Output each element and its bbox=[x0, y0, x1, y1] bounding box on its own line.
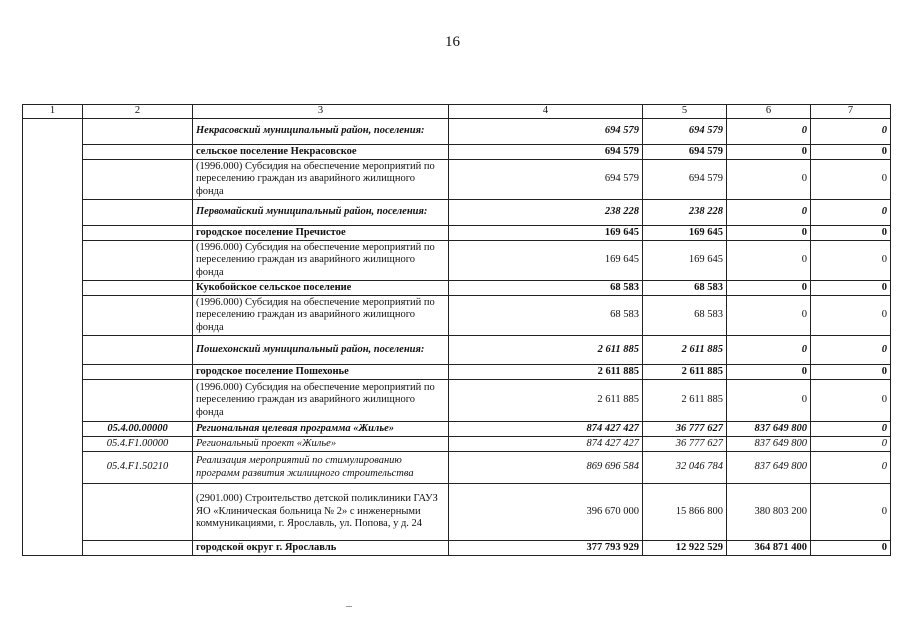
name-cell: городское поселение Пречистое bbox=[193, 226, 449, 241]
table-row bbox=[23, 160, 891, 200]
amount-col5-cell: 12 922 529 bbox=[643, 541, 727, 556]
amount-col7-cell: 0 bbox=[811, 145, 891, 160]
name-cell: Некрасовский муниципальный район, поселения: bbox=[193, 119, 449, 145]
amount-col7-cell: 0 bbox=[811, 241, 891, 281]
amount-col5-cell: 68 583 bbox=[643, 281, 727, 296]
table-row bbox=[23, 200, 891, 226]
amount-col4-cell: 874 427 427 bbox=[449, 437, 643, 452]
code-cell bbox=[83, 241, 193, 281]
code-cell: 05.4.00.00000 bbox=[83, 422, 193, 437]
budget-table bbox=[22, 104, 891, 556]
table-row bbox=[23, 422, 891, 437]
name-cell: городской округ г. Ярославль bbox=[193, 541, 449, 556]
column-1-cell bbox=[23, 119, 83, 556]
amount-col4-cell: 396 670 000 bbox=[449, 484, 643, 541]
header-cell-3: 3 bbox=[193, 105, 449, 119]
amount-col6-cell: 837 649 800 bbox=[727, 437, 811, 452]
code-cell bbox=[83, 296, 193, 336]
amount-col5-cell: 169 645 bbox=[643, 226, 727, 241]
table-header-row bbox=[23, 105, 891, 119]
amount-col6-cell: 0 bbox=[727, 226, 811, 241]
header-cell-5: 5 bbox=[643, 105, 727, 119]
amount-col5-cell: 694 579 bbox=[643, 119, 727, 145]
table-row bbox=[23, 119, 891, 145]
amount-col7-cell: 0 bbox=[811, 437, 891, 452]
name-cell: Региональный проект «Жилье» bbox=[193, 437, 449, 452]
code-cell bbox=[83, 226, 193, 241]
amount-col7-cell: 0 bbox=[811, 296, 891, 336]
amount-col5-cell: 32 046 784 bbox=[643, 452, 727, 484]
scan-mark bbox=[346, 606, 352, 607]
code-cell bbox=[83, 281, 193, 296]
amount-col4-cell: 68 583 bbox=[449, 296, 643, 336]
name-cell: Реализация мероприятий по стимулированию программ развития жилищного строительства bbox=[193, 452, 449, 484]
amount-col4-cell: 2 611 885 bbox=[449, 336, 643, 365]
name-cell: Региональная целевая программа «Жилье» bbox=[193, 422, 449, 437]
amount-col5-cell: 169 645 bbox=[643, 241, 727, 281]
amount-col4-cell: 68 583 bbox=[449, 281, 643, 296]
name-cell: Первомайский муниципальный район, поселения: bbox=[193, 200, 449, 226]
amount-col5-cell: 694 579 bbox=[643, 160, 727, 200]
amount-col5-cell: 2 611 885 bbox=[643, 365, 727, 380]
amount-col5-cell: 36 777 627 bbox=[643, 437, 727, 452]
code-cell bbox=[83, 200, 193, 226]
header-cell-4: 4 bbox=[449, 105, 643, 119]
amount-col4-cell: 2 611 885 bbox=[449, 365, 643, 380]
table-row bbox=[23, 437, 891, 452]
code-cell bbox=[83, 145, 193, 160]
table-row bbox=[23, 336, 891, 365]
amount-col7-cell: 0 bbox=[811, 226, 891, 241]
amount-col4-cell: 874 427 427 bbox=[449, 422, 643, 437]
amount-col4-cell: 694 579 bbox=[449, 145, 643, 160]
amount-col6-cell: 837 649 800 bbox=[727, 452, 811, 484]
table-row bbox=[23, 484, 891, 541]
amount-col7-cell: 0 bbox=[811, 336, 891, 365]
amount-col7-cell: 0 bbox=[811, 541, 891, 556]
amount-col7-cell: 0 bbox=[811, 422, 891, 437]
amount-col4-cell: 694 579 bbox=[449, 160, 643, 200]
amount-col4-cell: 2 611 885 bbox=[449, 380, 643, 422]
code-cell bbox=[83, 541, 193, 556]
table-row bbox=[23, 365, 891, 380]
code-cell: 05.4.F1.50210 bbox=[83, 452, 193, 484]
header-cell-1: 1 bbox=[23, 105, 83, 119]
name-cell: (1996.000) Субсидия на обеспечение мероприятий по переселению граждан из аварийного жилищного фонда bbox=[193, 296, 449, 336]
amount-col5-cell: 36 777 627 bbox=[643, 422, 727, 437]
table-row bbox=[23, 145, 891, 160]
amount-col6-cell: 364 871 400 bbox=[727, 541, 811, 556]
amount-col7-cell: 0 bbox=[811, 380, 891, 422]
code-cell bbox=[83, 380, 193, 422]
amount-col6-cell: 0 bbox=[727, 145, 811, 160]
amount-col6-cell: 0 bbox=[727, 365, 811, 380]
name-cell: Пошехонский муниципальный район, поселения: bbox=[193, 336, 449, 365]
name-cell: (1996.000) Субсидия на обеспечение мероприятий по переселению граждан из аварийного жилищного фонда bbox=[193, 380, 449, 422]
code-cell bbox=[83, 365, 193, 380]
name-cell: (1996.000) Субсидия на обеспечение мероприятий по переселению граждан из аварийного жилищного фонда bbox=[193, 241, 449, 281]
code-cell bbox=[83, 160, 193, 200]
name-cell: городское поселение Пошехонье bbox=[193, 365, 449, 380]
table-row bbox=[23, 241, 891, 281]
code-cell bbox=[83, 119, 193, 145]
code-cell bbox=[83, 336, 193, 365]
amount-col5-cell: 15 866 800 bbox=[643, 484, 727, 541]
amount-col4-cell: 377 793 929 bbox=[449, 541, 643, 556]
amount-col5-cell: 2 611 885 bbox=[643, 336, 727, 365]
header-cell-6: 6 bbox=[727, 105, 811, 119]
amount-col7-cell: 0 bbox=[811, 160, 891, 200]
amount-col7-cell: 0 bbox=[811, 452, 891, 484]
amount-col7-cell: 0 bbox=[811, 365, 891, 380]
amount-col5-cell: 694 579 bbox=[643, 145, 727, 160]
amount-col7-cell: 0 bbox=[811, 119, 891, 145]
table-row bbox=[23, 541, 891, 556]
amount-col6-cell: 0 bbox=[727, 296, 811, 336]
amount-col6-cell: 0 bbox=[727, 281, 811, 296]
amount-col6-cell: 0 bbox=[727, 160, 811, 200]
amount-col5-cell: 68 583 bbox=[643, 296, 727, 336]
amount-col4-cell: 694 579 bbox=[449, 119, 643, 145]
code-cell bbox=[83, 484, 193, 541]
amount-col5-cell: 238 228 bbox=[643, 200, 727, 226]
amount-col6-cell: 0 bbox=[727, 336, 811, 365]
table-row bbox=[23, 226, 891, 241]
table-row bbox=[23, 296, 891, 336]
name-cell: (2901.000) Строительство детской поликлиники ГАУЗ ЯО «Клиническая больница № 2» с инженерными коммуникациями, г. Ярославль, ул. Попова, у д. 24 bbox=[193, 484, 449, 541]
amount-col6-cell: 0 bbox=[727, 200, 811, 226]
amount-col6-cell: 380 803 200 bbox=[727, 484, 811, 541]
amount-col7-cell: 0 bbox=[811, 484, 891, 541]
amount-col7-cell: 0 bbox=[811, 200, 891, 226]
header-cell-7: 7 bbox=[811, 105, 891, 119]
table-row bbox=[23, 452, 891, 484]
table-row bbox=[23, 380, 891, 422]
amount-col6-cell: 0 bbox=[727, 380, 811, 422]
amount-col4-cell: 169 645 bbox=[449, 241, 643, 281]
name-cell: сельское поселение Некрасовское bbox=[193, 145, 449, 160]
amount-col4-cell: 869 696 584 bbox=[449, 452, 643, 484]
amount-col4-cell: 238 228 bbox=[449, 200, 643, 226]
amount-col6-cell: 0 bbox=[727, 119, 811, 145]
header-cell-2: 2 bbox=[83, 105, 193, 119]
table-row bbox=[23, 281, 891, 296]
amount-col7-cell: 0 bbox=[811, 281, 891, 296]
amount-col4-cell: 169 645 bbox=[449, 226, 643, 241]
amount-col6-cell: 0 bbox=[727, 241, 811, 281]
page-number: 16 bbox=[445, 34, 460, 50]
amount-col5-cell: 2 611 885 bbox=[643, 380, 727, 422]
name-cell: (1996.000) Субсидия на обеспечение мероприятий по переселению граждан из аварийного жилищного фонда bbox=[193, 160, 449, 200]
code-cell: 05.4.F1.00000 bbox=[83, 437, 193, 452]
name-cell: Кукобойское сельское поселение bbox=[193, 281, 449, 296]
amount-col6-cell: 837 649 800 bbox=[727, 422, 811, 437]
